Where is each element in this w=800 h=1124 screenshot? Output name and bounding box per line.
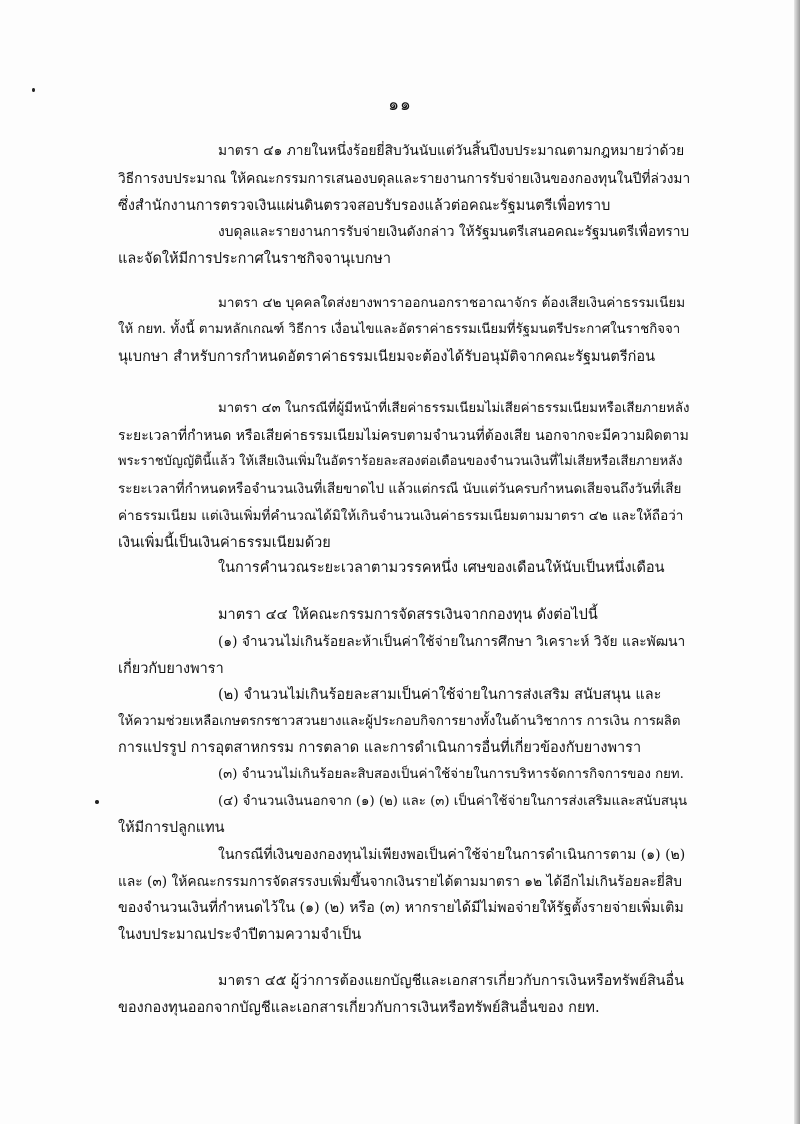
section-44-item-4-cont: ให้มีการปลูกแทน xyxy=(118,820,225,836)
section-45-line-1: มาตรา ๔๕ ผู้ว่าการต้องแยกบัญชีและเอกสารเกี่ยวกับการเงินหรือทรัพย์สินอื่น xyxy=(218,973,684,989)
section-42-line-1: มาตรา ๔๒ บุคคลใดส่งยางพาราออกนอกราชอาณาจักร ต้องเสียเงินค่าธรรมเนียม xyxy=(218,295,686,311)
scan-edge-shadow xyxy=(794,0,800,1124)
section-44-para-2-line-4: ในงบประมาณประจำปีตามความจำเป็น xyxy=(118,927,362,943)
section-44-item-2: (๒) จำนวนไม่เกินร้อยละสามเป็นค่าใช้จ่ายในการส่งเสริม สนับสนุน และ xyxy=(218,687,662,703)
section-44-item-2-cont-1: ให้ความช่วยเหลือเกษตรกรชาวสวนยางและผู้ประกอบกิจการยางทั้งในด้านวิชาการ การเงิน การผลิต xyxy=(118,714,681,729)
section-41-line-4: งบดุลและรายงานการรับจ่ายเงินดังกล่าว ให้รัฐมนตรีเสนอคณะรัฐมนตรีเพื่อทราบ xyxy=(218,224,690,240)
section-43-line-3: พระราชบัญญัตินี้แล้ว ให้เสียเงินเพิ่มในอัตราร้อยละสองต่อเดือนของจำนวนเงินที่ไม่เสียหรือเสียภายหลัง xyxy=(118,454,683,469)
section-44-item-3: (๓) จำนวนไม่เกินร้อยละสิบสองเป็นค่าใช้จ่ายในการบริหารจัดการกิจการของ กยท. xyxy=(218,767,684,782)
section-41-line-2: วิธีการงบประมาณ ให้คณะกรรมการเสนองบดุลและรายงานการรับจ่ายเงินของกองทุนในปีที่ล่วงมา xyxy=(118,171,691,187)
section-45-line-2: ของกองทุนออกจากบัญชีและเอกสารเกี่ยวกับการเงินหรือทรัพย์สินอื่นของ กยท. xyxy=(118,1000,600,1016)
page-number: ๑๑ xyxy=(388,95,412,115)
section-43-line-7: ในการคำนวณระยะเวลาตามวรรคหนึ่ง เศษของเดือนให้นับเป็นหนึ่งเดือน xyxy=(218,560,665,576)
scan-speck xyxy=(32,88,35,92)
section-43-line-1: มาตรา ๔๓ ในกรณีที่ผู้มีหน้าที่เสียค่าธรรมเนียมไม่เสียค่าธรรมเนียมหรือเสียภายหลัง xyxy=(218,401,690,416)
section-43-line-5: ค่าธรรมเนียม แต่เงินเพิ่มที่คำนวณได้มิให้เกินจำนวนเงินค่าธรรมเนียมตามมาตรา ๔๒ และให้ถือว่า xyxy=(118,508,684,524)
section-41-line-3: ซึ่งสำนักงานการตรวจเงินแผ่นดินตรวจสอบรับรองแล้วต่อคณะรัฐมนตรีเพื่อทราบ xyxy=(118,198,611,214)
section-42-line-3: นุเบกษา สำหรับการกำหนดอัตราค่าธรรมเนียมจะต้องได้รับอนุมัติจากคณะรัฐมนตรีก่อน xyxy=(118,349,656,365)
section-44-para-2-line-3: ของจำนวนเงินที่กำหนดไว้ใน (๑) (๒) หรือ (๓) หากรายได้มีไม่พอจ่ายให้รัฐตั้งรายจ่ายเพิ่มเติม xyxy=(118,900,684,916)
scan-speck xyxy=(95,800,99,804)
section-43-line-6: เงินเพิ่มนี้เป็นเงินค่าธรรมเนียมด้วย xyxy=(118,535,331,551)
section-44-para-2-line-2: และ (๓) ให้คณะกรรมการจัดสรรงบเพิ่มขึ้นจากเงินรายได้ตามมาตรา ๑๒ ได้อีกไม่เกินร้อยละยี่สิบ xyxy=(118,874,682,890)
section-43-line-2: ระยะเวลาที่กำหนด หรือเสียค่าธรรมเนียมไม่ครบตามจำนวนที่ต้องเสีย นอกจากจะมีความผิดตาม xyxy=(118,428,689,444)
section-44-item-2-cont-2: การแปรรูป การอุตสาหกรรม การตลาด และการดำเนินการอื่นที่เกี่ยวข้องกับยางพารา xyxy=(118,740,642,756)
section-44-item-1: (๑) จำนวนไม่เกินร้อยละห้าเป็นค่าใช้จ่ายในการศึกษา วิเคราะห์ วิจัย และพัฒนา xyxy=(218,634,686,650)
section-44-line-1: มาตรา ๔๔ ให้คณะกรรมการจัดสรรเงินจากกองทุน ดังต่อไปนี้ xyxy=(218,607,598,623)
section-44-item-4: (๔) จำนวนเงินนอกจาก (๑) (๒) และ (๓) เป็นค่าใช้จ่ายในการส่งเสริมและสนับสนุน xyxy=(218,794,688,809)
section-43-line-4: ระยะเวลาที่กำหนดหรือจำนวนเงินที่เสียขาดไป แล้วแต่กรณี นับแต่วันครบกำหนดเสียจนถึงวันที่เสีย xyxy=(118,481,682,497)
section-42-line-2: ให้ กยท. ทั้งนี้ ตามหลักเกณฑ์ วิธีการ เงื่อนไขและอัตราค่าธรรมเนียมที่รัฐมนตรีประกาศในราชกิจจา xyxy=(118,322,681,337)
section-41-line-1: มาตรา ๔๑ ภายในหนึ่งร้อยยี่สิบวันนับแต่วันสิ้นปีงบประมาณตามกฎหมายว่าด้วย xyxy=(218,143,685,159)
section-44-item-1-cont: เกี่ยวกับยางพารา xyxy=(118,661,224,677)
section-41-line-5: และจัดให้มีการประกาศในราชกิจจานุเบกษา xyxy=(118,251,391,267)
section-44-para-2-line-1: ในกรณีที่เงินของกองทุนไม่เพียงพอเป็นค่าใช้จ่ายในการดำเนินการตาม (๑) (๒) xyxy=(218,847,686,863)
